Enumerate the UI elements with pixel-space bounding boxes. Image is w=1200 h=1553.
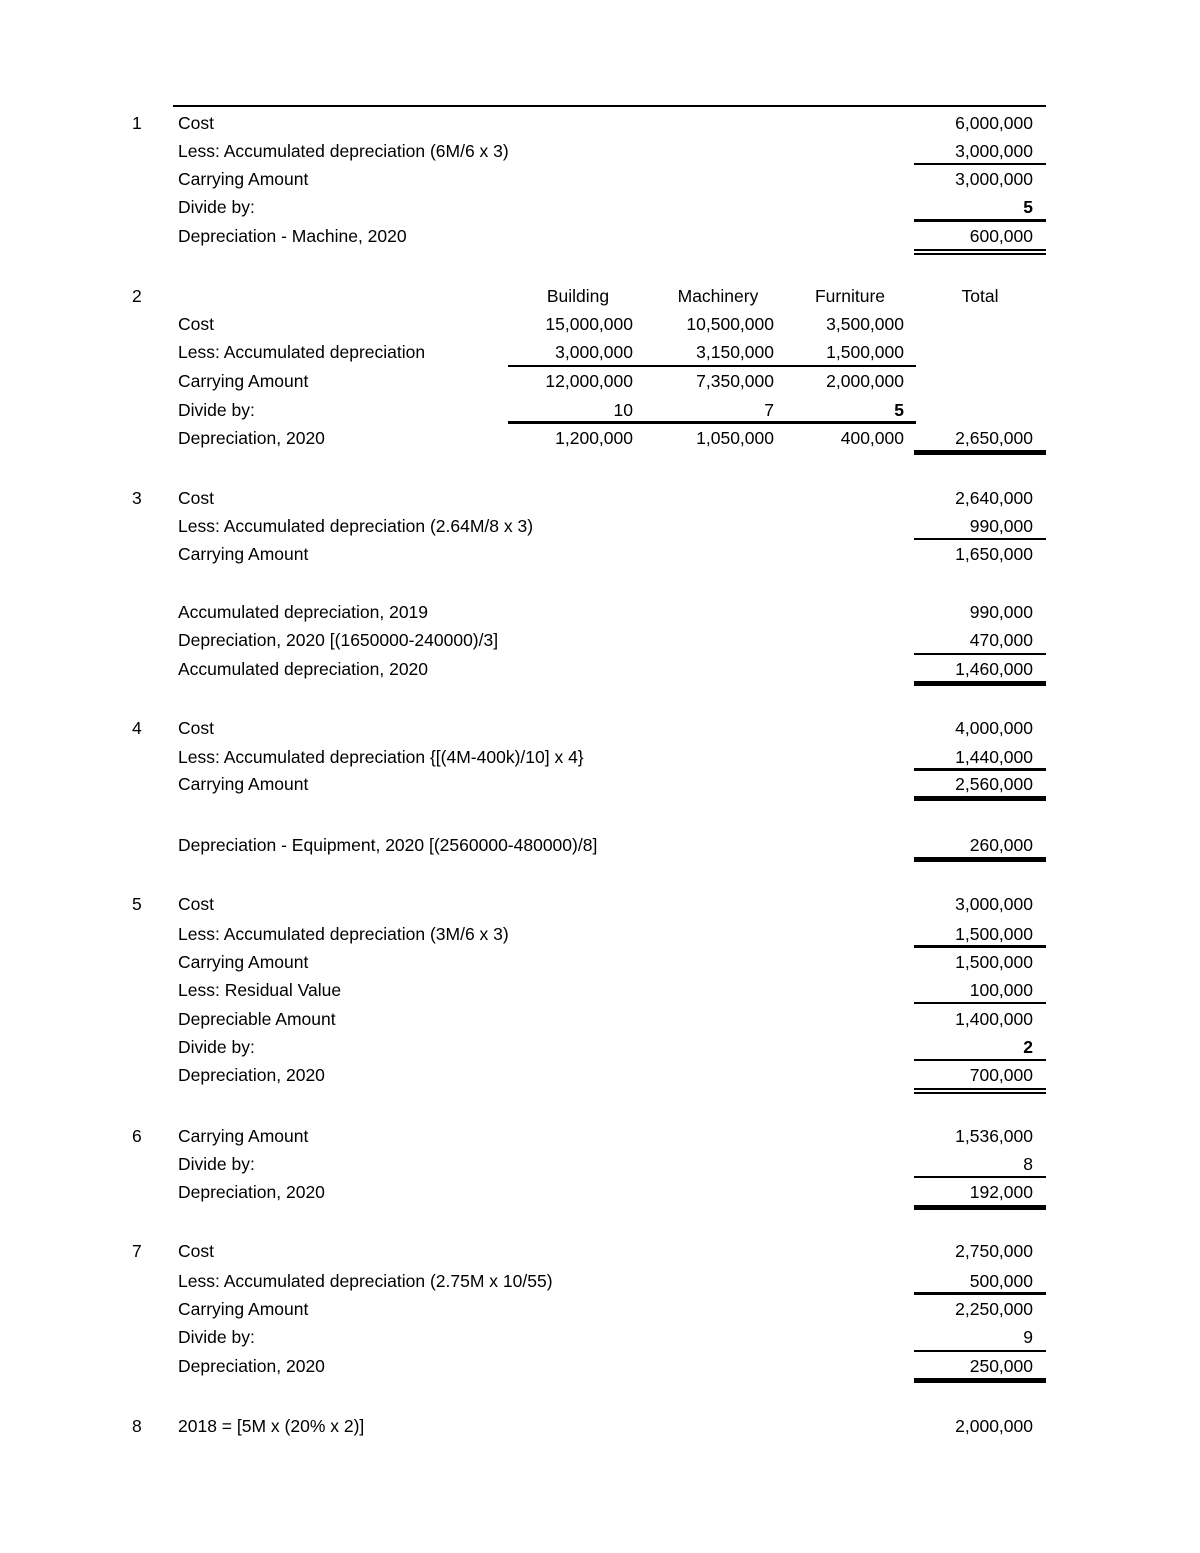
row-value: 700,000: [969, 1065, 1033, 1085]
row-value: 5: [1023, 197, 1033, 217]
underline-thick: [508, 421, 916, 424]
row-label: Cost: [178, 1241, 214, 1261]
row-value: 2,000,000: [955, 1416, 1033, 1436]
section-number-5: 5: [132, 894, 142, 914]
underline: [914, 1002, 1046, 1004]
underline: [508, 365, 916, 367]
row-value: 250,000: [969, 1356, 1033, 1376]
row-label: Accumulated depreciation, 2019: [178, 602, 429, 622]
row-label: Carrying Amount: [178, 1126, 309, 1146]
cell-furniture: 3,500,000: [826, 314, 904, 334]
underline: [914, 1176, 1046, 1178]
row-value: 6,000,000: [955, 113, 1033, 133]
double-underline: [914, 253, 1046, 255]
row-value: 3,000,000: [955, 894, 1033, 914]
row-label: Carrying Amount: [178, 1299, 309, 1319]
row-value: 8: [1023, 1154, 1033, 1174]
row-value: 4,000,000: [955, 718, 1033, 738]
cell-furniture: 5: [894, 400, 904, 420]
section-number-4: 4: [132, 718, 142, 738]
cell-machinery: 1,050,000: [696, 428, 774, 448]
top-rule: [173, 105, 1046, 107]
cell-furniture: 1,500,000: [826, 342, 904, 362]
total-underline-thick: [914, 796, 1046, 801]
row-label: Accumulated depreciation, 2020: [178, 659, 429, 679]
row-value: 990,000: [969, 516, 1033, 536]
row-value: 1,500,000: [955, 952, 1033, 972]
row-value: 470,000: [969, 630, 1033, 650]
row-value: 2: [1023, 1037, 1033, 1057]
row-label: Divide by:: [178, 1154, 255, 1174]
row-value: 3,000,000: [955, 169, 1033, 189]
double-underline: [914, 1092, 1046, 1094]
underline: [914, 1059, 1046, 1061]
row-label: Carrying Amount: [178, 952, 309, 972]
cell-machinery: 3,150,000: [696, 342, 774, 362]
cell-building: 1,200,000: [555, 428, 633, 448]
row-label: Less: Accumulated depreciation {[(4M-400k)/10] x 4}: [178, 747, 584, 767]
underline: [914, 538, 1046, 540]
column-header-building: Building: [546, 286, 610, 306]
row-value: 500,000: [969, 1271, 1033, 1291]
row-label: Cost: [178, 113, 214, 133]
underline-thick: [914, 945, 1046, 948]
row-value: 2,750,000: [955, 1241, 1033, 1261]
row-label: Cost: [178, 314, 214, 334]
section-number-7: 7: [132, 1241, 142, 1261]
underline: [914, 1350, 1046, 1352]
cell-furniture: 2,000,000: [826, 371, 904, 391]
cell-machinery: 10,500,000: [686, 314, 774, 334]
row-label: Depreciation, 2020 [(1650000-240000)/3]: [178, 630, 499, 650]
total-underline-thick: [914, 1378, 1046, 1383]
row-value: 1,460,000: [955, 659, 1033, 679]
row-label: Divide by:: [178, 1037, 255, 1057]
row-label: Less: Accumulated depreciation (2.75M x 10/55): [178, 1271, 553, 1291]
column-header-total: Total: [961, 286, 999, 306]
cell-building: 3,000,000: [555, 342, 633, 362]
row-label: Less: Accumulated depreciation: [178, 342, 426, 362]
cell-building: 12,000,000: [545, 371, 633, 391]
cell-building: 10: [613, 400, 633, 420]
row-value: 1,400,000: [955, 1009, 1033, 1029]
column-header-machinery: Machinery: [677, 286, 759, 306]
row-label: Carrying Amount: [178, 544, 309, 564]
underline-thick: [914, 219, 1046, 222]
row-value: 1,650,000: [955, 544, 1033, 564]
underline-thick: [914, 1292, 1046, 1295]
row-label: Less: Residual Value: [178, 980, 342, 1000]
row-value: 1,500,000: [955, 924, 1033, 944]
row-value: 1,536,000: [955, 1126, 1033, 1146]
row-label: Cost: [178, 488, 214, 508]
row-value: 3,000,000: [955, 141, 1033, 161]
section-number-2: 2: [132, 286, 142, 306]
row-label: Carrying Amount: [178, 371, 309, 391]
underline: [914, 653, 1046, 655]
total-underline-thick: [914, 1205, 1046, 1210]
underline: [914, 163, 1046, 165]
cell-furniture: 400,000: [840, 428, 904, 448]
row-label: Cost: [178, 718, 214, 738]
row-value: 600,000: [969, 226, 1033, 246]
double-underline: [914, 249, 1046, 251]
row-value: 260,000: [969, 835, 1033, 855]
row-value: 9: [1023, 1327, 1033, 1347]
row-value: 192,000: [969, 1182, 1033, 1202]
total-underline-thick: [914, 857, 1046, 862]
row-label: Depreciable Amount: [178, 1009, 336, 1029]
row-label: Divide by:: [178, 400, 255, 420]
row-label: Divide by:: [178, 197, 255, 217]
row-label: Less: Accumulated depreciation (2.64M/8 x 3): [178, 516, 534, 536]
row-value: 2,640,000: [955, 488, 1033, 508]
section-number-1: 1: [132, 113, 142, 133]
row-label: Depreciation - Machine, 2020: [178, 226, 407, 246]
section-number-6: 6: [132, 1126, 142, 1146]
column-header-furniture: Furniture: [814, 286, 886, 306]
row-label: Depreciation, 2020: [178, 1356, 325, 1376]
row-value: 2,560,000: [955, 774, 1033, 794]
cell-building: 15,000,000: [545, 314, 633, 334]
cell-total: 2,650,000: [955, 428, 1033, 448]
row-label: Carrying Amount: [178, 774, 309, 794]
total-underline-thick: [914, 681, 1046, 686]
row-value: 2,250,000: [955, 1299, 1033, 1319]
section-number-8: 8: [132, 1416, 142, 1436]
row-label: Depreciation, 2020: [178, 1182, 325, 1202]
row-label: 2018 = [5M x (20% x 2)]: [178, 1416, 365, 1436]
row-label: Cost: [178, 894, 214, 914]
row-label: Carrying Amount: [178, 169, 309, 189]
row-value: 100,000: [969, 980, 1033, 1000]
row-label: Depreciation, 2020: [178, 428, 325, 448]
row-label: Depreciation, 2020: [178, 1065, 325, 1085]
row-label: Divide by:: [178, 1327, 255, 1347]
cell-machinery: 7: [764, 400, 774, 420]
underline-thick: [914, 768, 1046, 771]
double-underline: [914, 1088, 1046, 1090]
row-label: Less: Accumulated depreciation (6M/6 x 3): [178, 141, 509, 161]
row-label: Depreciation - Equipment, 2020 [(2560000-480000)/8]: [178, 835, 598, 855]
total-underline-thick: [914, 450, 1046, 455]
section-number-3: 3: [132, 488, 142, 508]
cell-machinery: 7,350,000: [696, 371, 774, 391]
row-value: 990,000: [969, 602, 1033, 622]
row-value: 1,440,000: [955, 747, 1033, 767]
row-label: Less: Accumulated depreciation (3M/6 x 3): [178, 924, 509, 944]
